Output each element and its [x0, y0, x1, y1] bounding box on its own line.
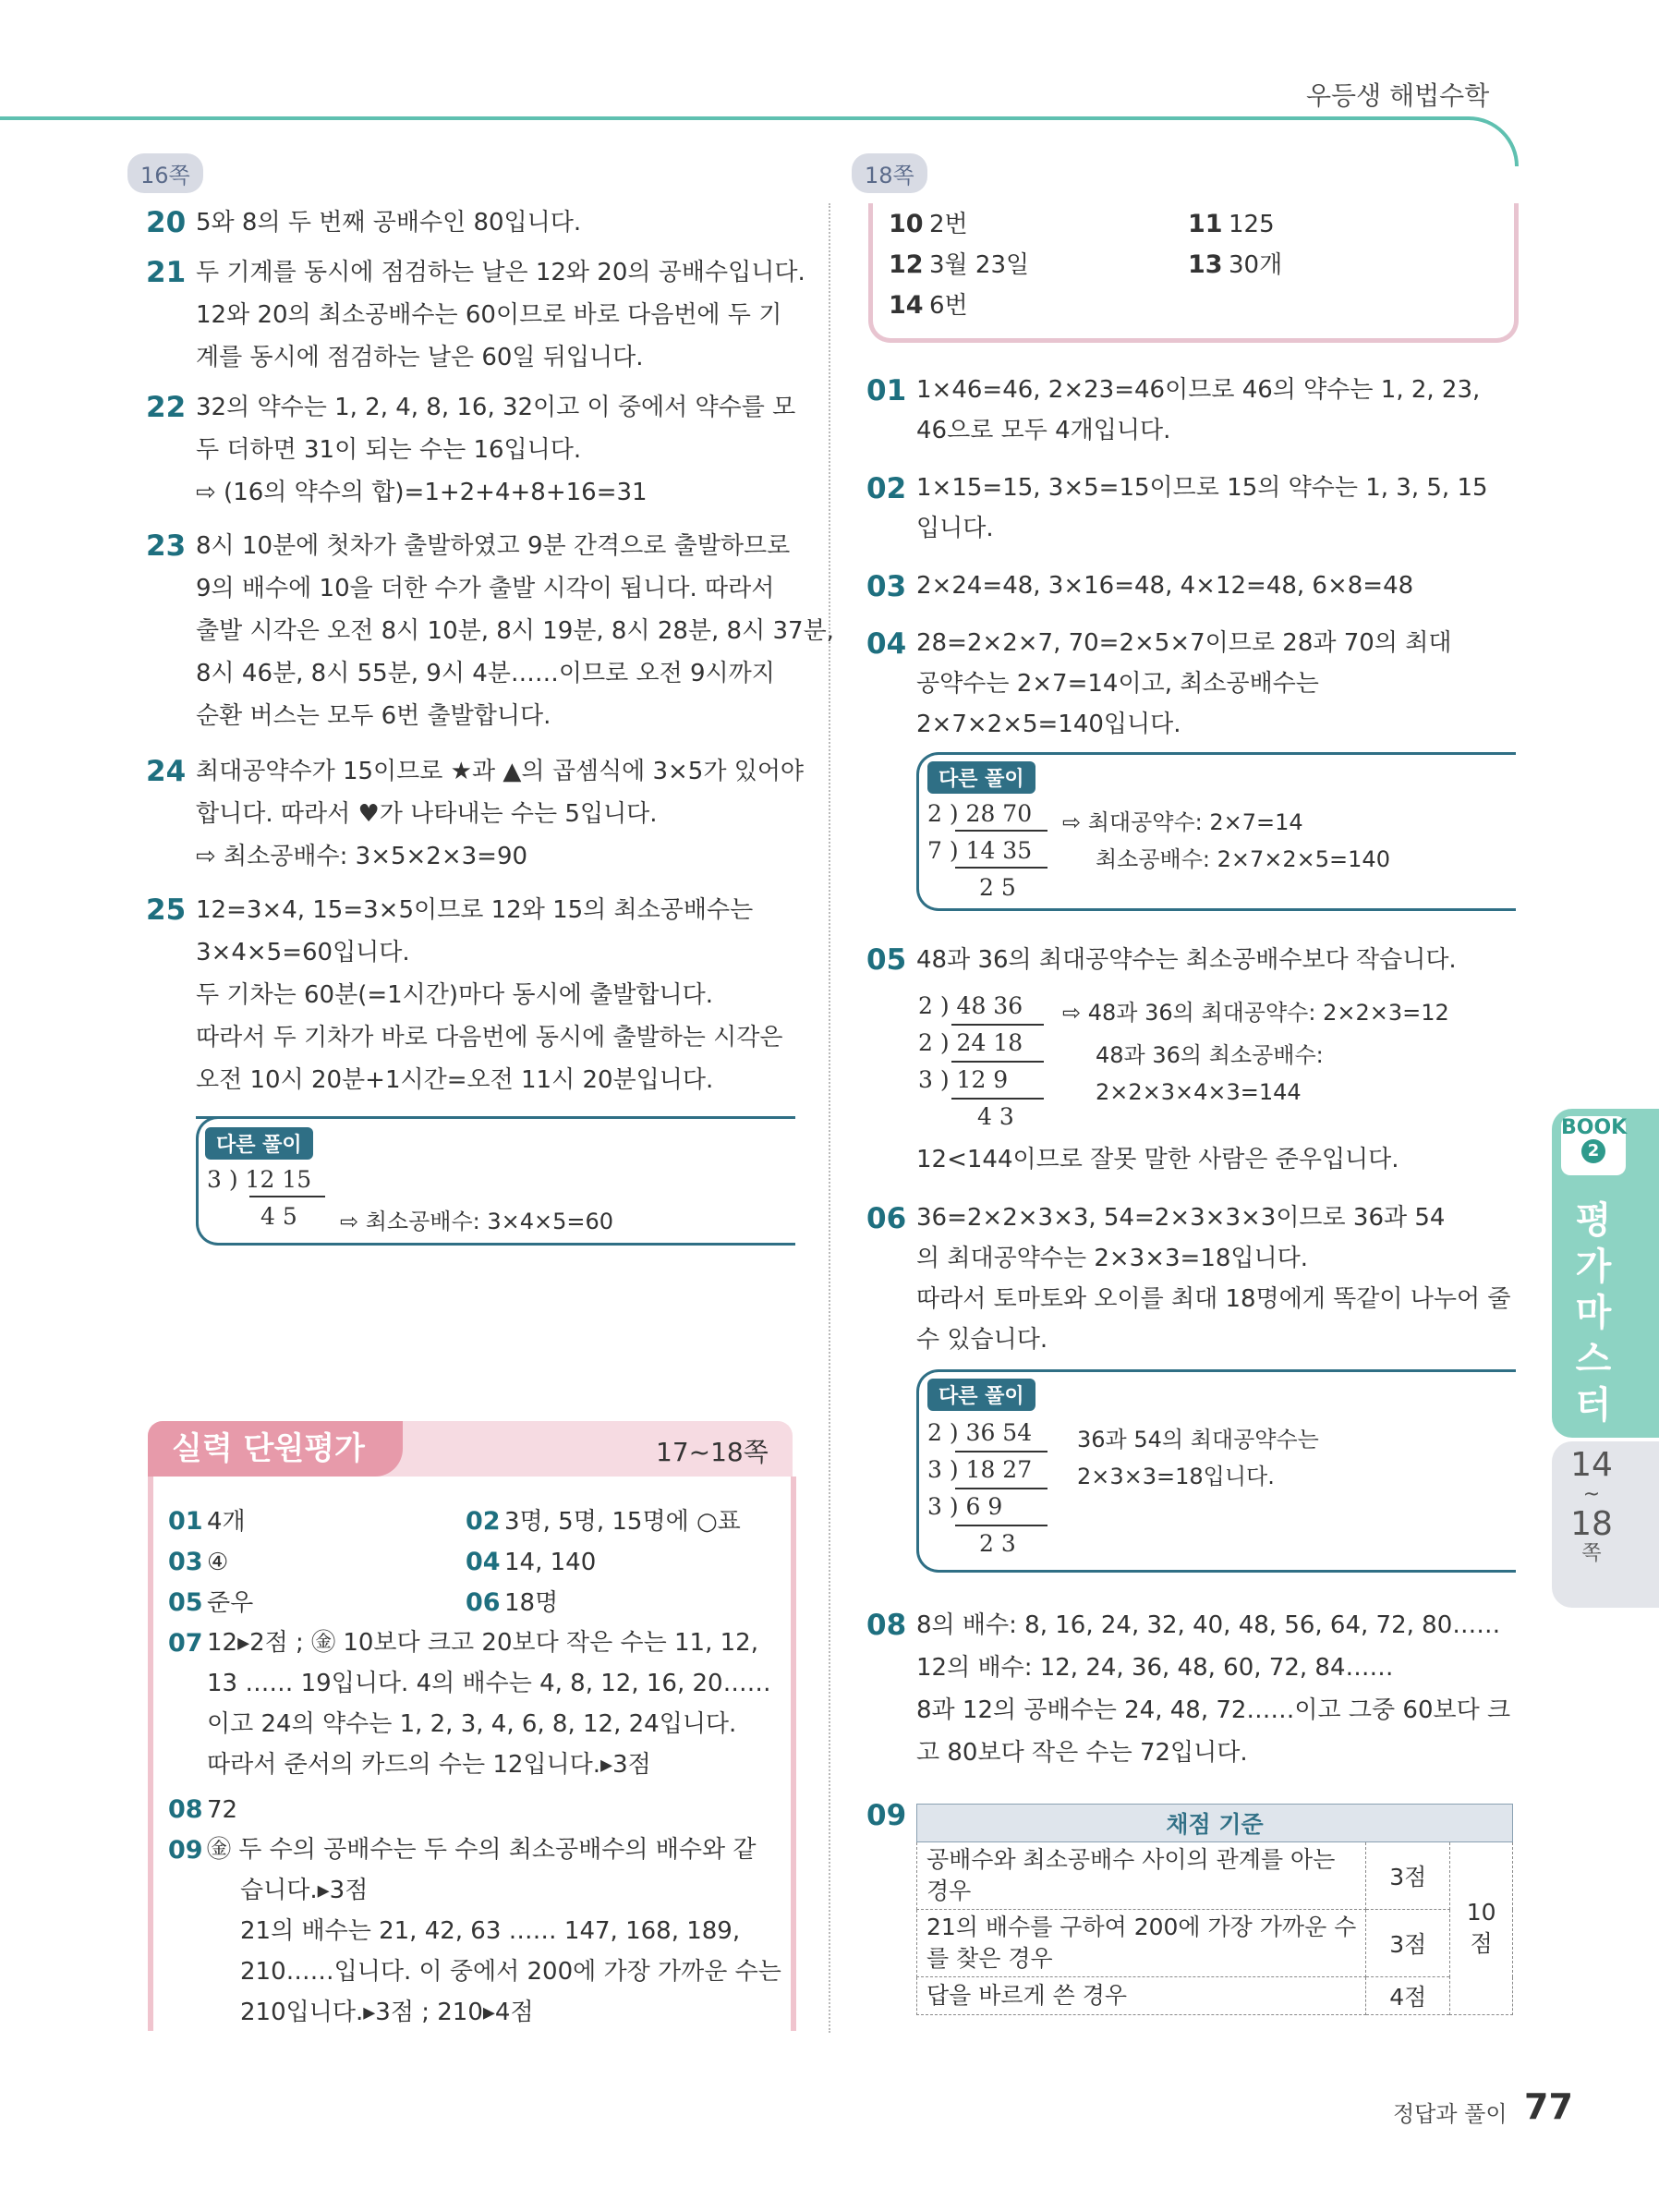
left-q24-text: 최대공약수가 15이므로 ★과 ▲의 곱셈식에 3×5가 있어야 합니다. 따라서 ♥가 나타내는 수는 5입니다. ⇨ 최소공배수: 3×5×2×3=90 [196, 758, 805, 870]
side-book-tab[interactable] [1552, 1109, 1659, 1438]
side-label: 평 가 마 스 터 [1575, 1199, 1612, 1427]
eval-q02-answer: 3명, 5명, 15명에 ○표 [504, 1508, 741, 1536]
grading-criterion-1: 공배수와 최소공배수 사이의 관계를 아는 경우 [917, 1842, 1366, 1910]
book-number: 2 [1581, 1139, 1605, 1163]
right-q08-text: 8의 배수: 8, 16, 24, 32, 40, 48, 56, 64, 72, 80…… 12의 배수: 12, 24, 36, 48, 60, 72, 84…… 8과 12의 공배수는 24, 48, 72……이고 그중 60보다 크 고 80보다 작은 수는 72입니다. [916, 1611, 1511, 1767]
alt06-text1: 36과 54의 최대공약수는 [1077, 1427, 1319, 1452]
right-q12-number: 12 [889, 250, 924, 279]
eval-q03-number: 03 [168, 1548, 203, 1576]
left-q24-number: 24 [146, 755, 187, 788]
alt06-row4: 2 3 [979, 1530, 1016, 1557]
page-tag-16: 16쪽 [127, 153, 203, 193]
left-q20-number: 20 [146, 206, 187, 239]
grading-table [916, 1804, 1513, 2015]
page-tag-18: 18쪽 [852, 153, 927, 193]
column-divider [829, 203, 830, 2033]
alt06-row3: 3 ) 6 9 [927, 1493, 1003, 1520]
left-q20-text: 5와 8의 두 번째 공배수인 80입니다. [196, 209, 582, 237]
left-alt-div-row2: 4 5 [260, 1203, 297, 1230]
grading-criterion-2: 21의 배수를 구하여 200에 가장 가까운 수 를 찾은 경우 [917, 1910, 1366, 1977]
book-label: BOOK [1561, 1116, 1628, 1139]
left-alt-div-row1: 3 ) 12 15 [207, 1166, 312, 1193]
eval-q04-number: 04 [466, 1548, 501, 1576]
eval-q05-number: 05 [168, 1588, 203, 1617]
eval-title: 실력 단원평가 [148, 1421, 403, 1477]
right-q01-number: 01 [866, 374, 907, 407]
q05-div1: 2 ) 48 36 [918, 992, 1023, 1019]
grading-criterion-3: 답을 바르게 쓴 경우 [917, 1977, 1366, 2015]
alt06-row2: 3 ) 18 27 [927, 1456, 1033, 1483]
eval-q02-number: 02 [466, 1507, 501, 1536]
left-q25-text: 12=3×4, 15=3×5이므로 12와 15의 최소공배수는 3×4×5=60입니다. 두 기차는 60분(=1시간)마다 동시에 출발합니다. 따라서 두 기차가 바로 다음번에 동시에 출발하는 시각은 오전 10시 20분+1시간=오전 11시 20분입니다. [196, 896, 783, 1094]
right-q08-number: 08 [866, 1609, 907, 1642]
left-q21-number: 21 [146, 256, 187, 289]
eval-q08-number: 08 [168, 1795, 203, 1824]
right-q05-number: 05 [866, 943, 907, 977]
alt04-tag: 다른 풀이 [927, 761, 1035, 794]
q05-text2: 48과 36의 최소공배수: [1096, 1042, 1324, 1068]
q05-div3: 3 ) 12 9 [918, 1066, 1009, 1093]
right-q05-line2: 12<144이므로 잘못 말한 사람은 준우입니다. [916, 1146, 1399, 1173]
right-q01-text: 1×46=46, 2×23=46이므로 46의 약수는 1, 2, 23, 46으로 모두 4개입니다. [916, 376, 1481, 444]
alt06-tag: 다른 풀이 [927, 1379, 1035, 1411]
page-number: 77 [1524, 2086, 1573, 2127]
right-q02-number: 02 [866, 472, 907, 505]
right-q02-text: 1×15=15, 3×5=15이므로 15의 약수는 1, 3, 5, 15 입니다. [916, 474, 1488, 542]
left-q25-number: 25 [146, 893, 187, 927]
right-q10-answer: 2번 [929, 211, 968, 238]
eval-q09-text: ㊎ 두 수의 공배수는 두 수의 최소공배수의 배수와 같 습니다.▸3점 21의 배수는 21, 42, 63 …… 147, 168, 189, 210……입니다. 이 중에서 200에 가장 가까운 수는 210입니다.▸3점 ; 210▸4점 [207, 1836, 781, 2026]
right-q04-text: 28=2×2×7, 70=2×5×7이므로 28과 70의 최대 공약수는 2×7=14이고, 최소공배수는 2×7×2×5=140입니다. [916, 629, 1452, 738]
header-curve [1367, 116, 1519, 166]
eval-q06-answer: 18명 [504, 1589, 559, 1617]
eval-q09-number: 09 [168, 1836, 203, 1865]
left-q22-text: 32의 약수는 1, 2, 4, 8, 16, 32이고 이 중에서 약수를 모 두 더하면 31이 되는 수는 16입니다. ⇨ (16의 약수의 합)=1+2+4+8+16=31 [196, 394, 796, 506]
q05-div2: 2 ) 24 18 [918, 1029, 1023, 1056]
right-q10-number: 10 [889, 210, 924, 238]
right-q13-answer: 30개 [1229, 251, 1283, 279]
grading-total: 10점 [1450, 1842, 1513, 2015]
right-q12-answer: 3월 23일 [929, 251, 1030, 279]
right-q03-number: 03 [866, 570, 907, 603]
alt04-row1: 2 ) 28 70 [927, 800, 1033, 827]
right-q14-number: 14 [889, 291, 924, 320]
right-q06-number: 06 [866, 1202, 907, 1235]
header-title: 우등생 해법수학 [1306, 80, 1490, 111]
eval-q07-number: 07 [168, 1629, 203, 1658]
right-q03-text: 2×24=48, 3×16=48, 4×12=48, 6×8=48 [916, 572, 1414, 600]
eval-q04-answer: 14, 140 [504, 1549, 597, 1576]
grading-header: 채점 기준 [917, 1805, 1513, 1842]
eval-q01-answer: 4개 [207, 1508, 246, 1536]
alt04-row2: 7 ) 14 35 [927, 837, 1033, 864]
left-q21-text: 두 기계를 동시에 점검하는 날은 12와 20의 공배수입니다. 12와 20의 최소공배수는 60이므로 바로 다음번에 두 기 계를 동시에 점검하는 날은 60일 뒤입니다. [196, 259, 805, 371]
right-q05-line1: 48과 36의 최대공약수는 최소공배수보다 작습니다. [916, 946, 1457, 974]
grading-points-1: 3점 [1366, 1842, 1450, 1910]
eval-q08-text: 72 [207, 1796, 238, 1824]
left-q23-text: 8시 10분에 첫차가 출발하였고 9분 간격으로 출발하므로 9의 배수에 10을 더한 수가 출발 시각이 됩니다. 따라서 출발 시각은 오전 8시 10분, 8시 19분, 8시 28분, 8시 37분, 8시 46분, 8시 55분, 9시 4분……이므로 오전 9시까지 순환 버스는 모두 6번 출발합니다. [196, 532, 834, 730]
left-q23-number: 23 [146, 529, 187, 563]
eval-q01-number: 01 [168, 1507, 203, 1536]
left-alt-result: ⇨ 최소공배수: 3×4×5=60 [340, 1209, 614, 1234]
right-q04-number: 04 [866, 627, 907, 661]
right-q09-number: 09 [866, 1799, 907, 1832]
eval-q06-number: 06 [466, 1588, 501, 1617]
right-q14-answer: 6번 [929, 292, 968, 320]
right-q11-number: 11 [1188, 210, 1223, 238]
grading-points-2: 3점 [1366, 1910, 1450, 1977]
footer-label: 정답과 풀이 [1393, 2101, 1508, 2127]
right-q06-text: 36=2×2×3×3, 54=2×3×3×3이므로 36과 54 의 최대공약수는 2×3×3=18입니다. 따라서 토마토와 오이를 최대 18명에게 똑같이 나누어 줄 수 있습니다. [916, 1204, 1511, 1354]
side-pages-range: 14 ~ 18 쪽 [1570, 1446, 1613, 1565]
eval-q03-answer: ④ [207, 1549, 229, 1576]
eval-q07-text: 12▸2점 ; ㊎ 10보다 크고 20보다 작은 수는 11, 12, 13 …… 19입니다. 4의 배수는 4, 8, 12, 16, 20…… 이고 24의 약수는 1, 2, 3, 4, 6, 8, 12, 24입니다. 따라서 준서의 카드의 수는 12입니다.▸3점 [207, 1629, 771, 1779]
q05-div4: 4 3 [977, 1103, 1014, 1130]
left-alt-tag: 다른 풀이 [205, 1127, 313, 1160]
q05-text1: ⇨ 48과 36의 최대공약수: 2×2×3=12 [1062, 1000, 1449, 1026]
eval-pages: 17~18쪽 [656, 1437, 769, 1467]
right-q13-number: 13 [1188, 250, 1223, 279]
alt04-row3: 2 5 [979, 874, 1016, 901]
q05-text3: 2×2×3×4×3=144 [1096, 1079, 1302, 1105]
alt06-text2: 2×3×3=18입니다. [1077, 1464, 1275, 1489]
grading-points-3: 4점 [1366, 1977, 1450, 2015]
left-q22-number: 22 [146, 391, 187, 424]
eval-q05-answer: 준우 [207, 1589, 254, 1617]
right-q11-answer: 125 [1229, 211, 1275, 238]
header-rule [0, 116, 1459, 120]
alt06-row1: 2 ) 36 54 [927, 1419, 1033, 1446]
side-pages-tab[interactable] [1552, 1441, 1659, 1608]
alt04-text2: 최소공배수: 2×7×2×5=140 [1096, 846, 1390, 872]
alt04-text1: ⇨ 최대공약수: 2×7=14 [1062, 809, 1303, 835]
